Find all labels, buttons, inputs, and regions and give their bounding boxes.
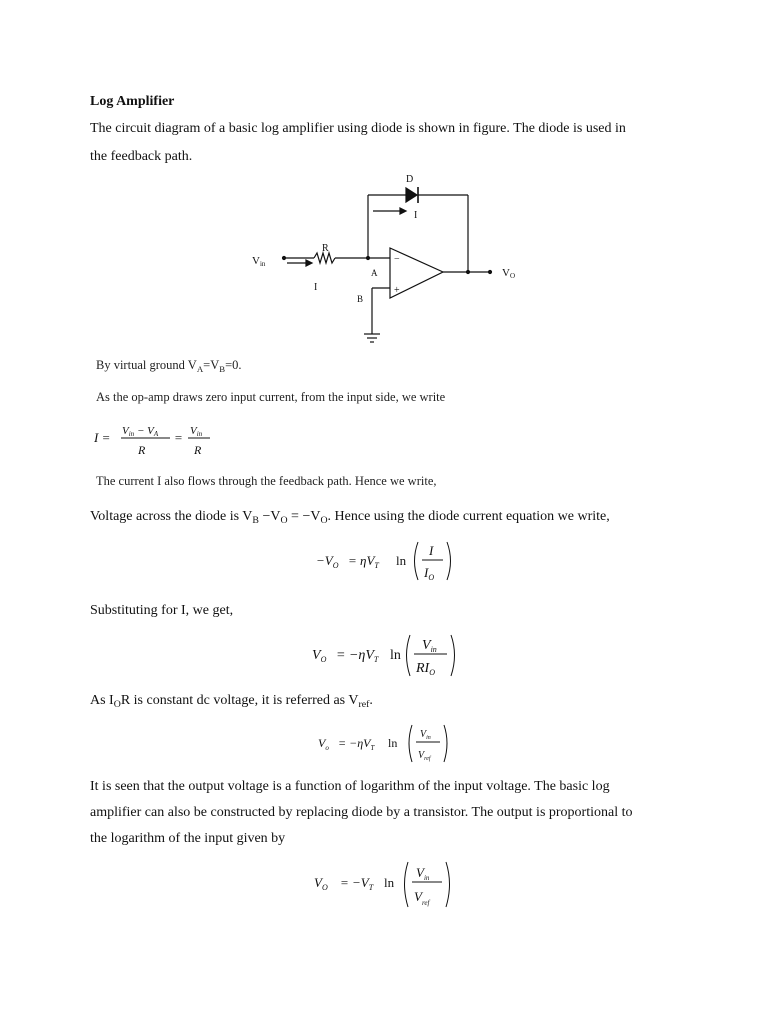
label-vo: VO (502, 267, 516, 280)
conclusion-line-2: amplifier can also be constructed by replacing diode by a transistor. The output is proportional to (90, 805, 633, 820)
svg-text:R: R (194, 443, 202, 457)
svg-text:I =: I = (94, 430, 111, 445)
diode-voltage-text: Voltage across the diode is $V_B -V_O = -V_O$. Hence using the diode current equation we write, (90, 509, 610, 526)
label-vin: Vin (252, 255, 266, 268)
svg-text:= −ηVT: = $-\eta V_T$ (336, 648, 379, 664)
svg-text:Vref: $V_{ref}$ (414, 889, 430, 907)
label-a: A (371, 268, 378, 278)
svg-text:Vin − VA: Vin − VA (122, 425, 159, 438)
svg-text:Vin: $V_{in}$ (422, 638, 437, 654)
label-plus: + (394, 285, 400, 296)
label-i-input: I (314, 282, 318, 293)
substituting-text: Substituting for I, we get, (90, 603, 234, 618)
equation-substituted (310, 632, 470, 680)
svg-text:= ηVT: = $\eta V_T$ (348, 553, 379, 570)
opamp-current-text: As the op-amp draws zero input current, from the input side, we write (96, 390, 446, 404)
intro-line-2: the feedback path. (90, 149, 193, 164)
svg-text:−VO: $-V_O$ (316, 553, 339, 570)
svg-text:ln: ln (396, 553, 407, 568)
equation-diode (316, 540, 466, 584)
svg-text:I: I (429, 543, 434, 558)
svg-text:VO: $V_O$ (312, 648, 327, 664)
log-amplifier-circuit (240, 168, 530, 348)
svg-text:= −VT: = $-V_T$ (340, 875, 374, 892)
svg-text:IO: $I_O$ (424, 565, 435, 582)
label-r: R (322, 243, 329, 254)
svg-text:R: R (138, 443, 146, 457)
svg-text:Vin: Vin (190, 425, 203, 438)
svg-text:ln: ln (384, 875, 395, 890)
virtual-ground-text: By virtual ground $V_A=V_B=0$. (96, 358, 242, 374)
svg-text:=: = (174, 430, 183, 445)
equation-transistor (312, 858, 462, 910)
feedback-current-text: The current I also flows through the feedback path. Hence we write, (96, 474, 437, 488)
svg-text:VO: $V_O$ (314, 875, 328, 892)
label-i-feedback: I (414, 210, 418, 221)
ior-reference-text: As $I_OR$ is constant dc voltage, it is referred as $V_{ref}$. (90, 693, 373, 710)
current-equation (94, 420, 224, 460)
svg-text:ln: ln (390, 648, 401, 663)
intro-line-1: The circuit diagram of a basic log amplifier using diode is shown in figure. The diode is used in (90, 121, 626, 136)
svg-text:Vo: $V_o$ (318, 736, 329, 752)
svg-text:Vin: $V_{in}$ (416, 865, 430, 882)
page-heading: Log Amplifier (90, 94, 175, 109)
svg-text:ln: ln (388, 736, 398, 750)
svg-text:RIO: $RI_O$ (416, 661, 435, 677)
equation-vref (316, 722, 466, 766)
label-b: B (357, 294, 364, 304)
svg-text:Vref: $V_{ref}$ (418, 750, 431, 762)
label-d: D (406, 174, 414, 185)
svg-text:= −ηVT: = $-\eta V_T$ (338, 736, 375, 752)
conclusion-line-3: the logarithm of the input given by (90, 831, 286, 846)
conclusion-line-1: It is seen that the output voltage is a function of logarithm of the input voltage. The basic log (90, 779, 610, 794)
label-minus: − (394, 254, 400, 265)
svg-text:Vin: $V_{in}$ (420, 729, 431, 741)
